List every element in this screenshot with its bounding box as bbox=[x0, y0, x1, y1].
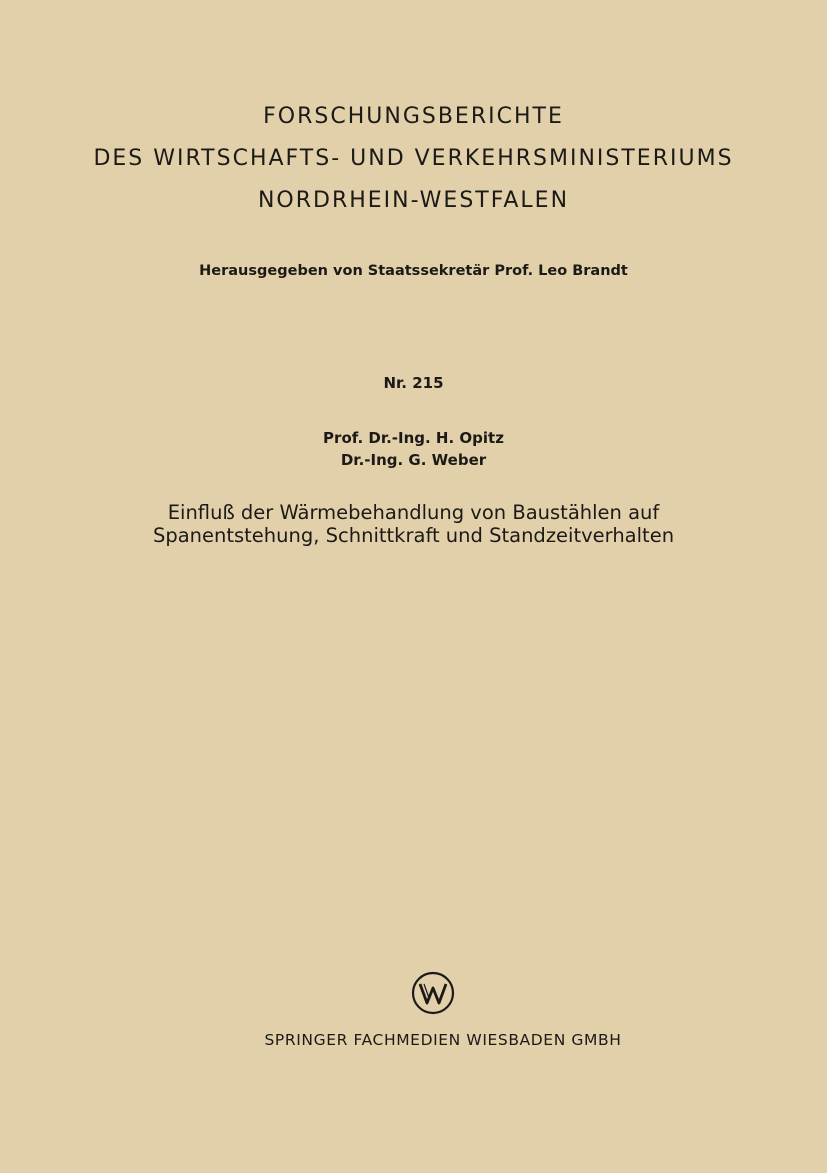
volume-number: Nr. 215 bbox=[383, 374, 444, 392]
author-1: Prof. Dr.-Ing. H. Opitz bbox=[323, 429, 504, 447]
publisher-name: SPRINGER FACHMEDIEN WIESBADEN GMBH bbox=[264, 1031, 622, 1049]
series-title-line-2: DES WIRTSCHAFTS- UND VERKEHRSMINISTERIUMS bbox=[93, 146, 734, 171]
book-title-line-1: Einfluß der Wärmebehandlung von Baustählen auf bbox=[167, 501, 660, 524]
series-title-line-3: NORDRHEIN-WESTFALEN bbox=[257, 188, 570, 213]
editor-line: Herausgegeben von Staatssekretär Prof. Leo Brandt bbox=[199, 263, 628, 279]
springer-w-circle-logo bbox=[411, 971, 455, 1015]
author-2: Dr.-Ing. G. Weber bbox=[340, 451, 487, 469]
book-title-line-2: Spanentstehung, Schnittkraft und Standzeitverhalten bbox=[152, 524, 675, 547]
series-title-line-1: FORSCHUNGSBERICHTE bbox=[263, 104, 564, 129]
